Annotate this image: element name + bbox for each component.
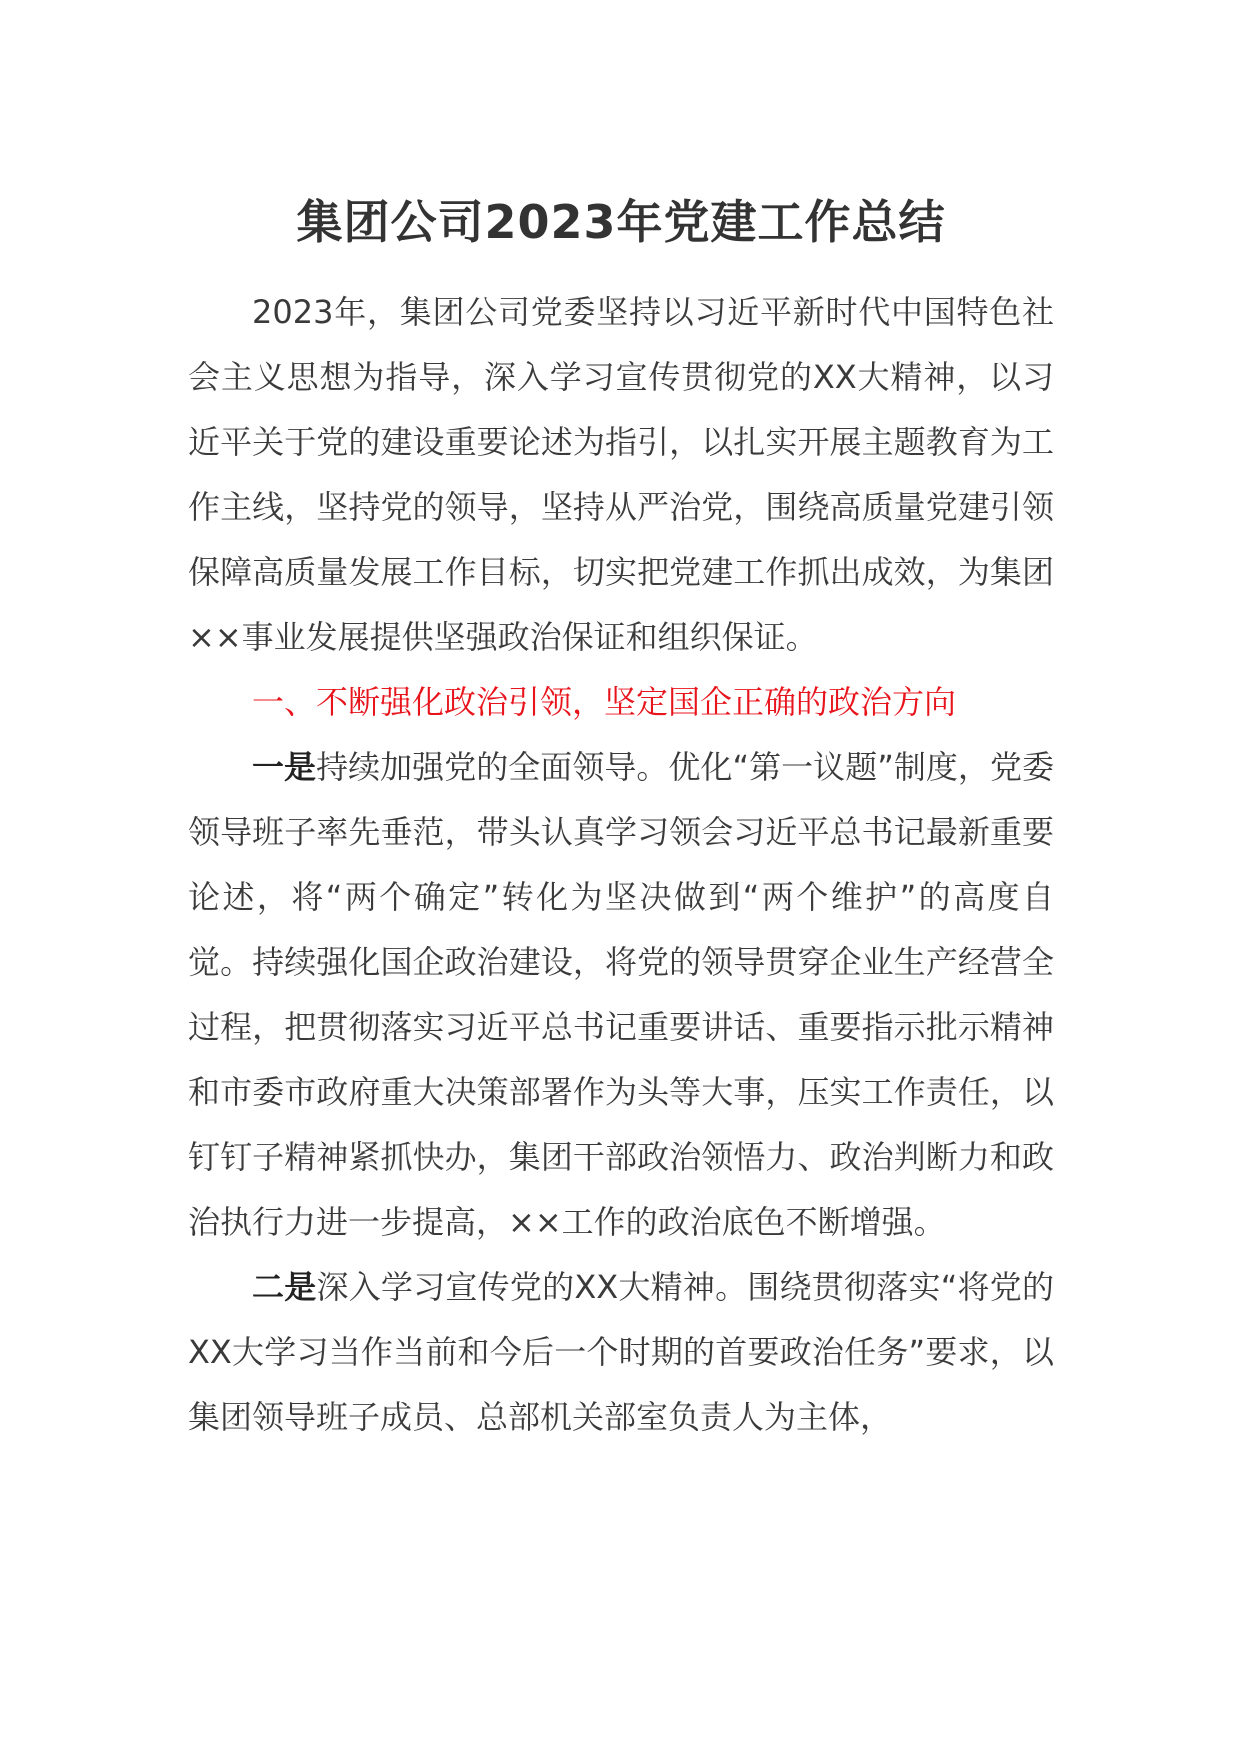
- document-title: 集团公司2023年党建工作总结: [296, 195, 946, 249]
- section-heading-1: 一、不断强化政治引领，坚定国企正确的政治方向: [252, 683, 957, 721]
- section1-item-2: [188, 1255, 1054, 1450]
- document-page: [188, 190, 1054, 1450]
- item-lead-1: 一是: [252, 748, 317, 786]
- intro-paragraph: 2023年，集团公司党委坚持以习近平新时代中国特色社会主义思想为指导，深入学习宣传贯彻党的XX大精神，以习近平关于党的建设重要论述为指引，以扎实开展主题教育为工作主线，坚持党的领导，坚持从严治党，围绕高质量党建引领保障高质量发展工作目标，切实把党建工作抓出成效，为集团××事业发展提供坚强政治保证和组织保证。: [188, 293, 1054, 656]
- item-text-1: 持续加强党的全面领导。优化“第一议题”制度，党委领导班子率先垂范，带头认真学习领会习近平总书记最新重要论述，将“两个确定”转化为坚决做到“两个维护”的高度自觉。持续强化国企政治建设，将党的领导贯穿企业生产经营全过程，把贯彻落实习近平总书记重要讲话、重要指示批示精神和市委市政府重大决策部署作为头等大事，压实工作责任，以钉钉子精神紧抓快办，集团干部政治领悟力、政治判断力和政治执行力进一步提高，××工作的政治底色不断增强。: [188, 748, 1054, 1241]
- item-text-2: 深入学习宣传党的XX大精神。围绕贯彻落实“将党的XX大学习当作当前和今后一个时期的首要政治任务”要求，以集团领导班子成员、总部机关部室负责人为主体，: [188, 1268, 1054, 1436]
- item-lead-2: 二是: [252, 1268, 317, 1306]
- section1-item-1: [188, 735, 1054, 1255]
